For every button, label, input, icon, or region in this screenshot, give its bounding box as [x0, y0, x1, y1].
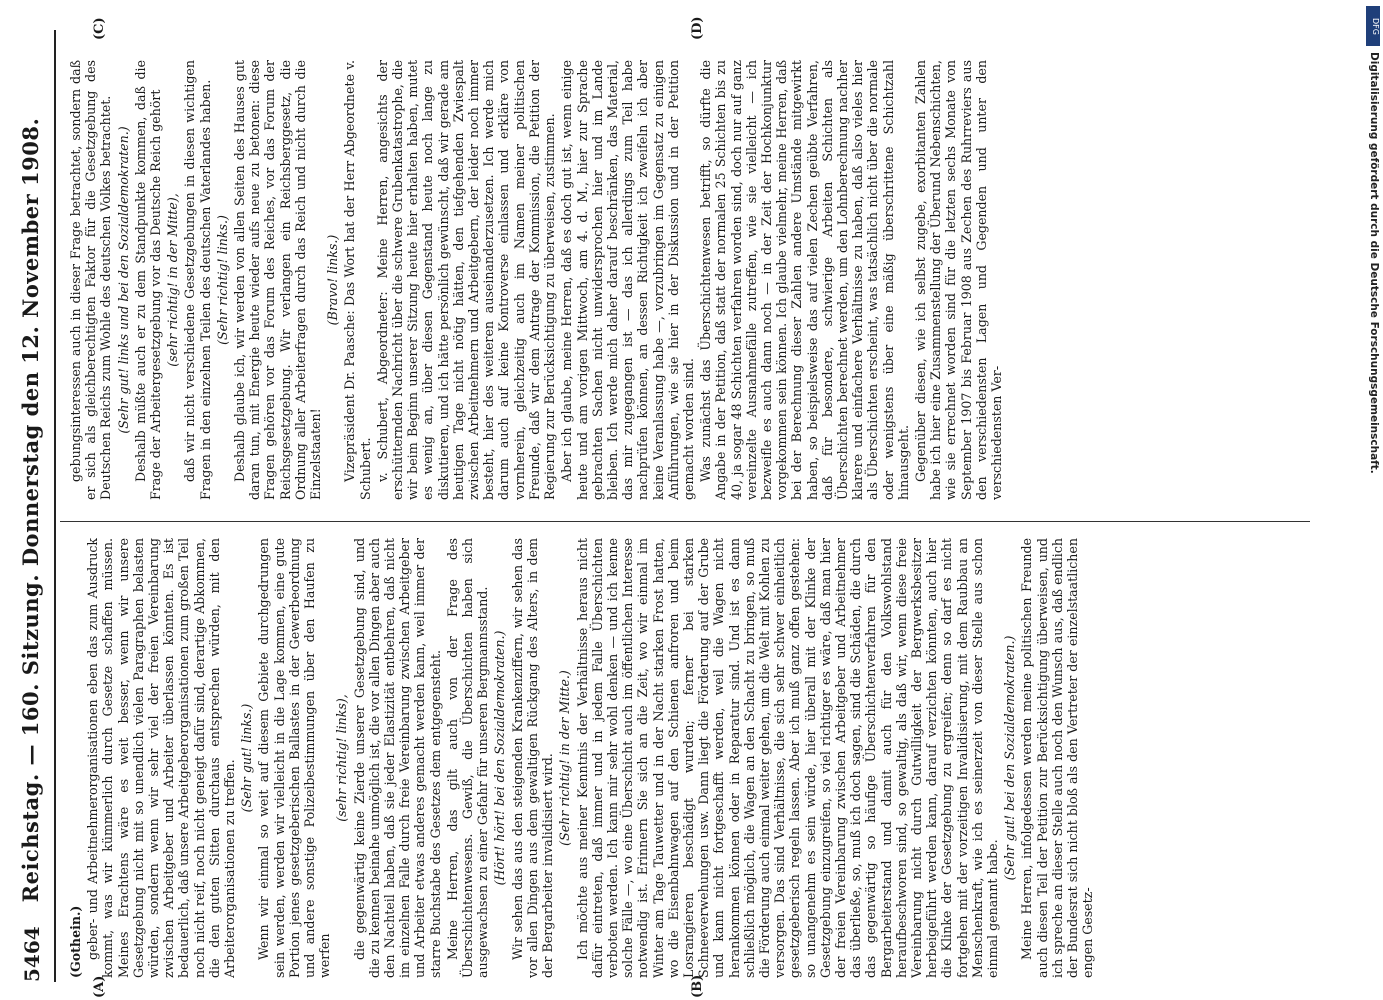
paragraph: Wir sehen das aus den steigenden Krankenziffern, wir sehen das vor allen Dingen aus dem gewaltigen Rückgang des Alters, in dem der Bergarbeiter invalidisiert wird.	[509, 538, 556, 978]
header-rule	[54, 30, 56, 982]
paragraph: Meine Herren, das gilt auch von der Frage des Überschichtenwesens. Gewiß, die Überschichten haben sich ausgewachsen zu einer Gefahr für unseren Bergmannsstand.	[444, 538, 491, 978]
column-divider	[60, 521, 1310, 522]
interjection: (Sehr gut! bei den Sozialdemokraten.)	[1002, 635, 1018, 881]
page-number: 5464	[20, 926, 44, 982]
speaker-label: (Gothein.)	[68, 905, 83, 978]
interjection: (Sehr richtig! in der Mitte.)	[557, 670, 573, 846]
left-column	[68, 538, 1298, 978]
interjection: (Bravo! links.)	[325, 234, 341, 326]
paragraph: Gegenüber diesen, wie ich selbst zugebe, exorbitanten Zahlen habe ich hier eine Zusammenstellung der Überund Nebenschichten, wie sie errechnet worden sind für die letzten sechs Monate von September 1907 bis Februar 1908 aus Zechen des Ruhrreviers aus den verschiedensten Lagen und Gegenden und unter den verschiedensten Ver-	[912, 60, 1004, 500]
interjection: (Hört! hört! bei den Sozialdemokraten.)	[492, 630, 508, 886]
paragraph: gebungsinteressen auch in dieser Frage betrachtet, sondern daß er sich als gleichberechtigten Faktor für die Gesetzgebung des Deutschen Reichs zum Wohle des deutschen Volkes betrachtet.	[68, 60, 114, 500]
page-header	[6, 30, 56, 990]
margin-marker-b: (B)	[690, 974, 705, 998]
interjection: (Sehr gut! links und bei den Sozialdemokraten.)	[115, 126, 131, 434]
paragraph: daß wir nicht verschiedene Gesetzgebungen in diesen wichtigen Fragen in den einzelnen Teilen des deutschen Vaterlandes haben.	[182, 60, 213, 500]
right-column	[68, 60, 1298, 500]
paragraph: Deshalb glaube ich, wir werden von allen Seiten des Hauses gut daran tun, mit Energie heute wieder aufs neue zu betonen: diese Fragen gehören vor das Forum des Reiches, vor das Forum der Reichsgesetzgebung. Wir verlangen ein Reichsberggesetz, die Ordnung aller Arbeiterfragen durch das Reich und nicht durch die Einzelstaaten!	[232, 60, 324, 500]
paragraph: Was zunächst das Überschichtenwesen betrifft, so dürfte die Angabe in der Petition, daß statt der normalen 25 Schichten bis zu 40, ja sogar 48 Schichten verfahren worden sind, doch nur auf ganz vereinzelte Ausnahmefälle zutreffen, wie sie vielleicht — ich bezweifle es auch dann noch — in der Zeit der Hochkonjunktur vorgekommen sein können. Ich glaube vielmehr, meine Herren, daß bei der Berechnung dieser Zahlen andere Umstände mitgewirkt haben, so beispielsweise das auf vielen Zechen geübte Verfahren, daß für besondere, schwierige Arbeiten Schichten als Überschichten berechnet werden, um den Lohnberechnung nachher klarere und einfachere Verhältnisse zu haben, daß also vieles hier als Überschichten erscheint, was tatsächlich nicht über die normale oder wenigstens über eine mäßig überschrittene Schichtzahl hinausgeht.	[698, 60, 911, 500]
dfg-logo: DFG	[1366, 6, 1380, 46]
interjection: (sehr richtig! links),	[334, 694, 350, 822]
paragraph: Meine Herren, infolgedessen werden meine politischen Freunde auch diesen Teil der Petition zur Berücksichtigung überweisen, und ich spreche an dieser Stelle auch noch den Wunsch aus, daß endlich der Bundesrat sich nicht bloß als den Vertreter der einzelstaatlichen engen Gesetz-	[1019, 538, 1096, 978]
paragraph: Wenn wir einmal so weit auf diesem Gebiete durchgedrungen sein werden, werden wir vielleicht in die Lage kommen, eine gute Portion jenes gesetzgeberischen Ballastes in der Gewerbeordnung und andere sonstige Polizeibestimmungen über den Haufen zu werfen	[256, 538, 333, 978]
margin-marker-d: (D)	[690, 16, 705, 40]
paragraph: die gegenwärtig keine Zierde unserer Gesetzgebung sind, und die zu kennen beinahe unmöglich ist, die vor allen Dingen aber auch den Nachteil haben, daß sie jeder Elastizität entbehren, daß nicht im einzelnen Falle durch freie Vereinbarung zwischen Arbeitgeber und Arbeiter etwas anderes gemacht werden kann, weil immer der starre Buchstabe des Gesetzes dem entgegensteht.	[351, 538, 443, 978]
paragraph: Aber ich glaube, meine Herren, daß es doch gut ist, wenn einige heute und am vorigen Mittwoch, am 4. d. M., hier zur Sprache gebrachten Sachen nicht unwidersprochen hier und im Lande bleiben. Ich werde mich daher darauf beschränken, das Material, das mir zugegangen ist — das ich allerdings zum Teil habe nachprüfen können, an dessen Richtigkeit ich zweifeln ich aber keine Veranlassung habe —, vorzubringen im Gegensatz zu einigen Anführungen, wie sie hier in der Diskussion und in der Petition gemacht worden sind.	[559, 60, 696, 500]
margin-marker-a: (A)	[92, 975, 107, 998]
interjection: (Sehr gut! links.)	[239, 703, 255, 813]
paragraph: Ich möchte aus meiner Kenntnis der Verhältnisse heraus nicht dafür eintreten, daß immer und in jedem Falle Überschichten verboten werden. Ich kann mir sehr wohl denken — und ich kenne solche Fälle —, wo eine Überschicht auch im öffentlichen Interesse notwendig ist. Erinnern Sie sich an die Zeit, wo wir einmal im Winter am Tage Tauwetter und in der Nacht starken Frost hatten, wo die Eisenbahnwagen auf den Schienen anfroren und beim Losrangieren beschädigt wurden; ferner bei starken Schneeverwehungen usw. Dann liegt die Förderung auf der Grube und kann nicht fortgeschafft werden, weil die Wagen nicht herankommen können oder in Reparatur sind. Und ist es dann schließlich möglich, die Wagen an den Schacht zu bringen, so muß die Förderung auch einmal weiter gehen, um die Welt mit Kohlen zu versorgen. Das sind Verhältnisse, die sich sehr schwer einheitlich gesetzgeberisch regeln lassen. Aber ich muß ganz offen gestehen: so unangenehm es sein würde, hier überall mit der Klinke der Gesetzgebung einzugreifen, so viel richtiger es wäre, daß man hier der freien Vereinbarung zwischen Arbeitgeber und Arbeitnehmer das überließe, so, muß ich doch sagen, sind die Schäden, die durch das gegenwärtig so häufige Überschichtenverfahren für den Bergarbeiterstand und damit auch für den Volkswohlstand heraufbeschworen sind, so gewaltig, als daß wir, wenn diese freie Vereinbarung nicht durch Gutwilligkeit der Bergwerksbesitzer herbeigeführt werden kann, darauf verzichten könnten, auch hier die Klinke der Gesetzgebung zu ergreifen; denn so darf es nicht fortgehen mit der vorzeitigen Invalidisierung, mit dem Raubbau an Menschenkraft, wie ich es seinerzeit von dieser Stelle aus schon einmal genannt habe.	[574, 538, 1000, 978]
interjection: (sehr richtig! in der Mitte),	[165, 193, 181, 367]
interjection: (Sehr richtig! links.)	[214, 215, 230, 345]
paragraph: v. Schubert, Abgeordneter: Meine Herren, angesichts der erschütternden Nachricht über die schwere Grubenkatastrophe, die wir beim Beginn unserer Sitzung heute hier erhalten haben, mutet es wenig an, über diesen Gegenstand heute noch lange zu diskutieren, und ich hätte persönlich gewünscht, daß wir gerade am heutigen Tage nicht nötig hätten, den tiefgehenden Zwiespalt zwischen Arbeitnehmern und Arbeitgebern, der leider noch immer besteht, hier des weiteren auseinanderzusetzen. Ich werde mich darum auch auf keine Kontroverse einlassen und erkläre von vornherein, gleichzeitig auch im Namen meiner politischen Freunde, daß wir dem Antrage der Kommission, die Petition der Regierung zur Berücksichtigung zu überweisen, zustimmen.	[374, 60, 558, 500]
digitization-credit: Digitalisierung gefördert durch die Deutsche Forschungsgemeinschaft.	[1368, 52, 1380, 474]
margin-marker-c: (C)	[92, 17, 107, 40]
paragraph: Vizepräsident Dr. Paasche: Das Wort hat der Herr Abgeordnete v. Schubert.	[342, 60, 373, 500]
paragraph: Deshalb müßte auch er zu dem Standpunkte kommen, daß die Frage der Arbeitergesetzgebung vor das Deutsche Reich gehört	[132, 60, 164, 500]
paragraph: geber- und Arbeitnehmerorganisationen eben das zum Ausdruck kommt, was wir kümmerlich durch Gesetze schaffen müssen. Meines Erachtens wäre es weit besser, wenn wir unsere Gesetzgebung nicht mit so unendlich vielen Paragraphen belasten würden, sondern wenn wir sehr viel der freien Vereinbarung zwischen Arbeitgeber und Arbeiter überlassen könnten. Es ist bedauerlich, daß unsere Arbeitgeberorganisationen zum großen Teil noch nicht reif, noch nicht geneigt dafür sind, derartige Abkommen, die den guten Sitten durchaus entsprechen würden, mit den Arbeiterorganisationen zu treffen.	[85, 538, 238, 978]
running-title: Reichstag. — 160. Sitzung. Donnerstag den 12. November 1908.	[18, 117, 43, 903]
